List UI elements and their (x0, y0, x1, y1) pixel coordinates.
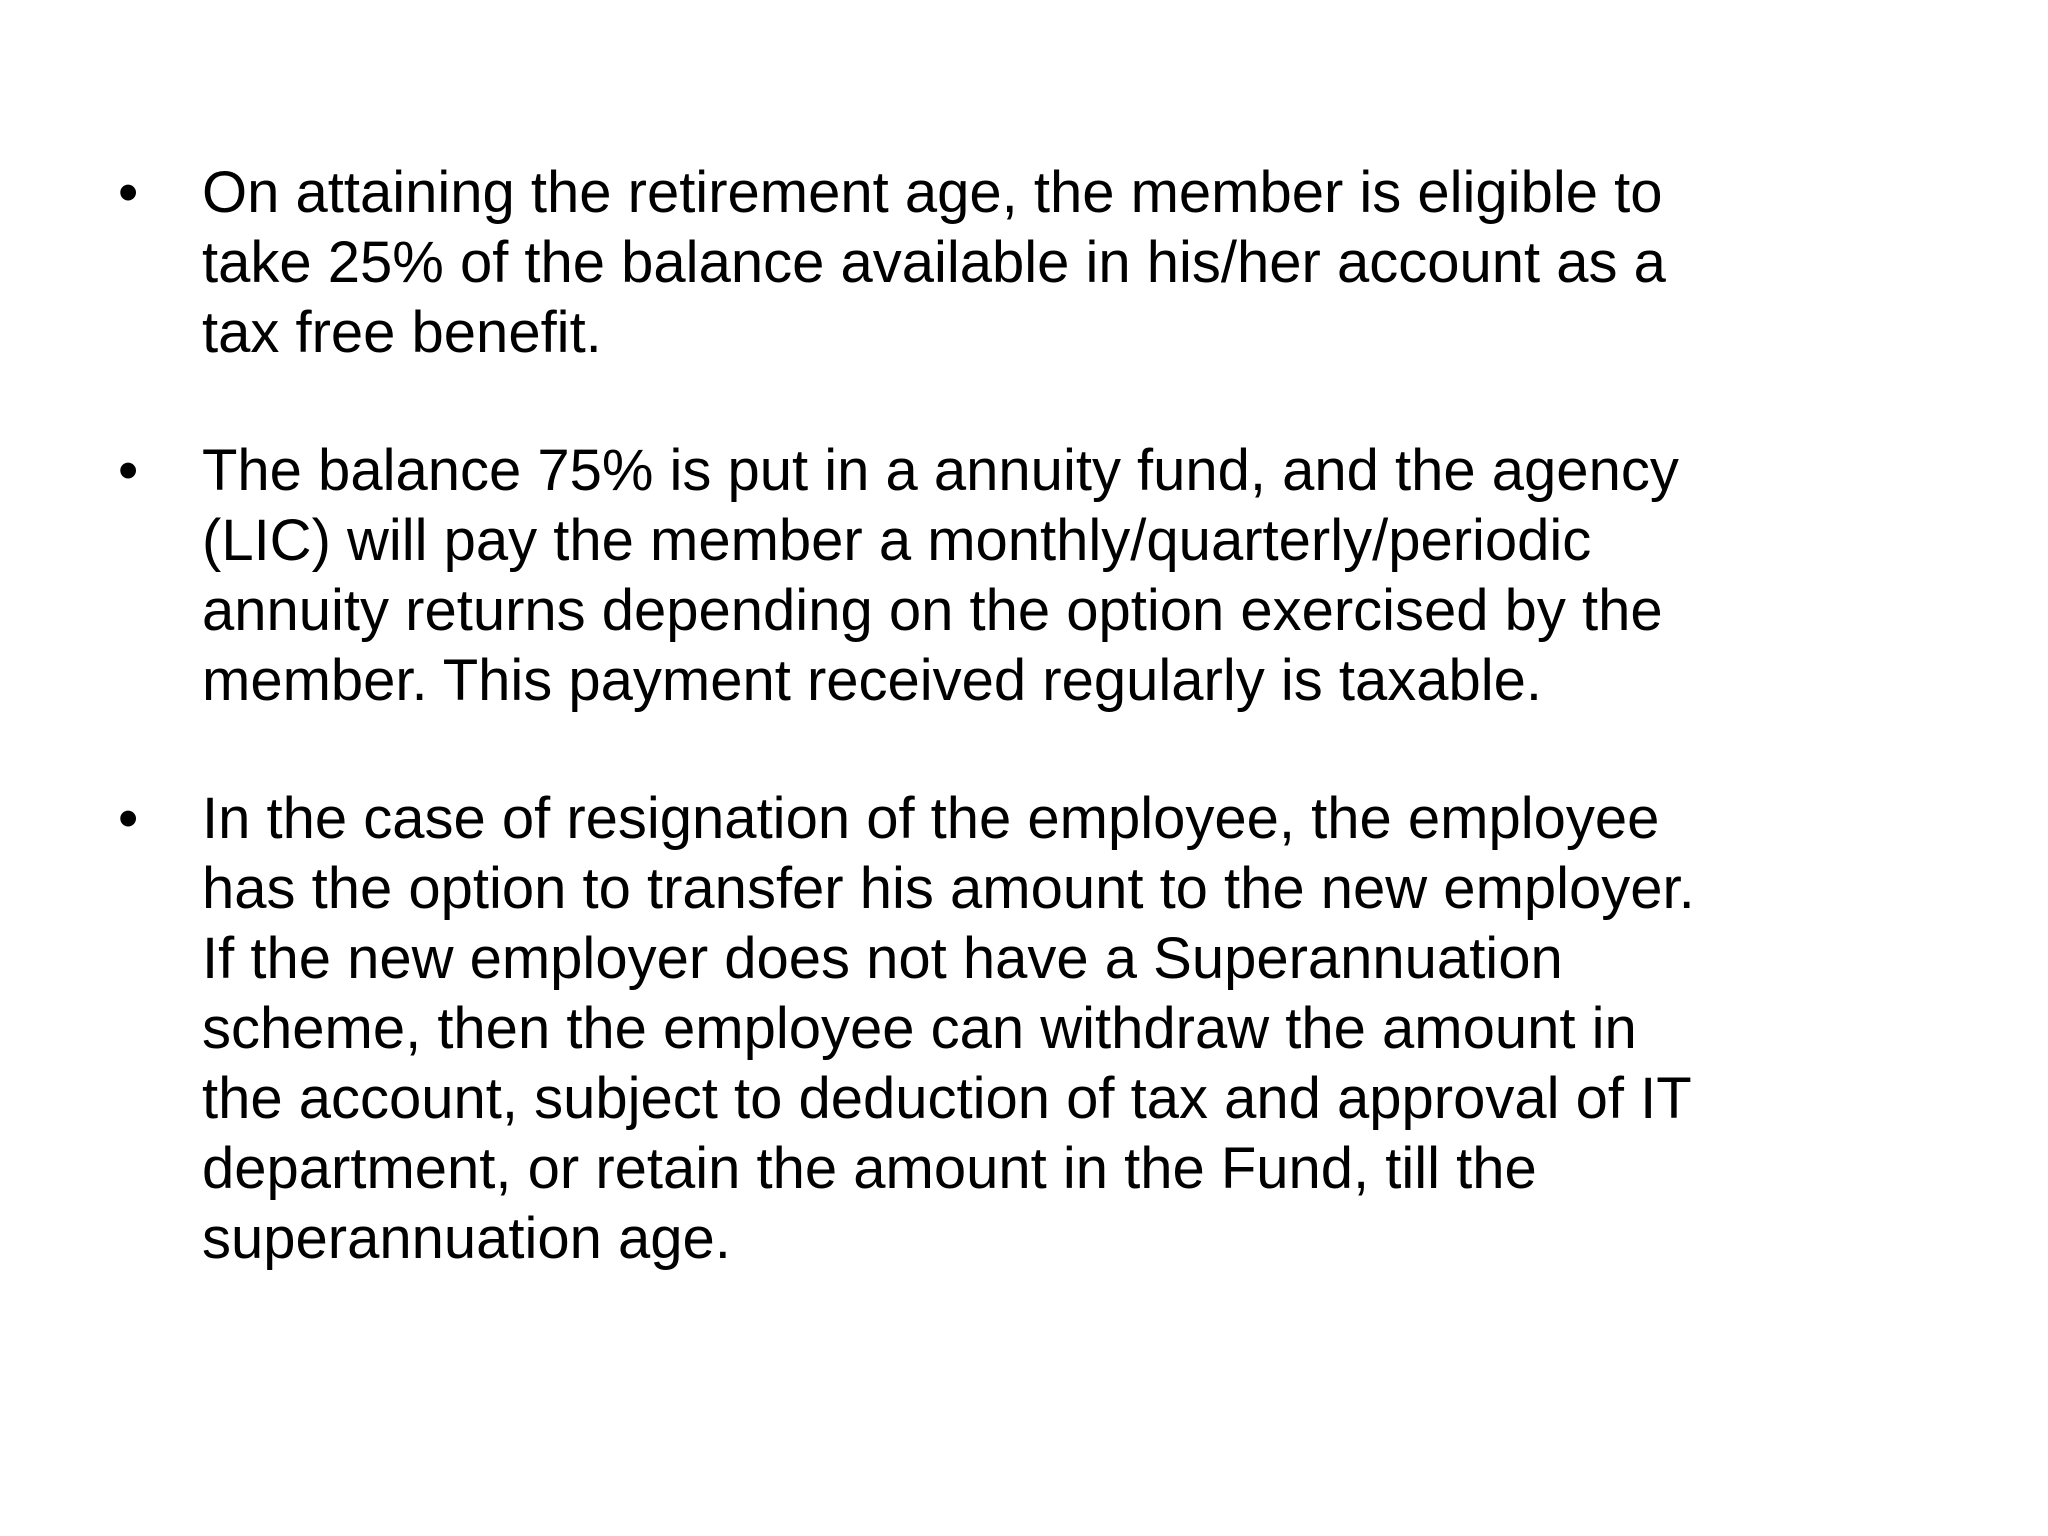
bullet-item-resignation-transfer (118, 784, 1958, 1274)
bullet-icon: • (118, 438, 139, 503)
bullet-text: The balance 75% is put in a annuity fund, and the agency (LIC) will pay the member a monthly/quarterly/periodic annuity returns depending on the option exercised by the member. This payment received regularly is taxable. (202, 438, 1679, 713)
bullet-item-retirement-benefit (118, 158, 1958, 368)
bullet-text: In the case of resignation of the employee, the employee has the option to transfer his amount to the new employer. If the new employer does not have a Superannuation scheme, then the employee can withdraw the amount in the account, subject to deduction of tax and approval of IT department, or retain the amount in the Fund, till the superannuation age. (202, 786, 1695, 1271)
bullet-list (118, 158, 1958, 1342)
bullet-text: On attaining the retirement age, the member is eligible to take 25% of the balance available in his/her account as a tax free benefit. (202, 160, 1666, 365)
bullet-item-annuity-fund (118, 436, 1958, 716)
bullet-icon: • (118, 160, 139, 225)
bullet-icon: • (118, 786, 139, 851)
